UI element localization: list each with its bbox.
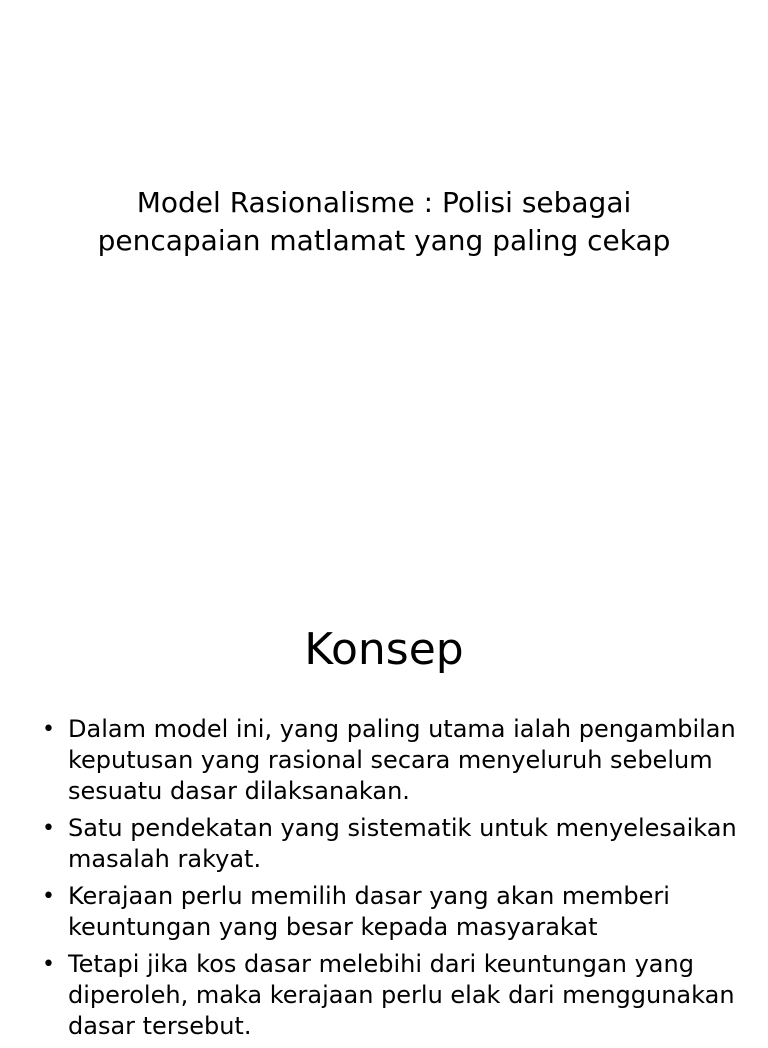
- bullet-list: [42, 714, 738, 1048]
- bullet-item: [42, 714, 738, 807]
- slide-title: Model Rasionalisme : Polisi sebagai pencapaian matlamat yang paling cekap: [97, 186, 671, 257]
- bullet-dot-icon: •: [42, 952, 55, 977]
- bullet-text: Dalam model ini, yang paling utama ialah pengambilan keputusan yang rasional secara menyeluruh sebelum sesuatu dasar dilaksanakan.: [68, 715, 736, 805]
- bullet-dot-icon: •: [42, 717, 55, 742]
- bullet-dot-icon: •: [42, 884, 55, 909]
- slide-2: [0, 576, 768, 1040]
- bullet-text: Satu pendekatan yang sistematik untuk menyelesaikan masalah rakyat.: [68, 814, 737, 873]
- bullet-item: [42, 813, 738, 875]
- bullet-item: [42, 949, 738, 1042]
- bullet-text: Kerajaan perlu memilih dasar yang akan memberi keuntungan yang besar kepada masyarakat: [68, 882, 670, 941]
- slide-heading: Konsep: [304, 624, 464, 675]
- bullet-dot-icon: •: [42, 816, 55, 841]
- bullet-item: [42, 881, 738, 943]
- bullet-text: Tetapi jika kos dasar melebihi dari keuntungan yang diperoleh, maka kerajaan perlu elak dari menggunakan dasar tersebut.: [68, 950, 735, 1040]
